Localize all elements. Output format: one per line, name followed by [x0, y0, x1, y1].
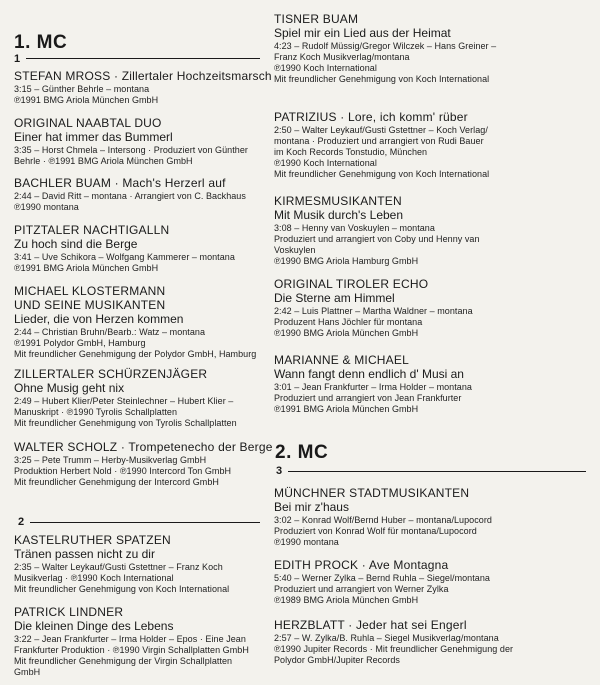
track-entry	[14, 605, 260, 678]
track-artist: PITZTALER NACHTIGALLN	[14, 223, 170, 237]
mc2-heading: 2. MC	[275, 442, 329, 463]
track-entry	[14, 533, 260, 595]
track-artist: KIRMESMUSIKANTEN	[274, 194, 402, 208]
track-artist-line2: UND SEINE MUSIKANTEN	[14, 298, 166, 312]
track-artist: STEFAN MROSS · Zillertaler Hochzeitsmarsch	[14, 69, 272, 83]
track-credits: 2:57 – W. Zylka/B. Ruhla – Siegel Musikverlag/montana ℗1990 Jupiter Records · Mit freundlicher Genehmigung der Polydor GmbH/Jupiter Records	[274, 633, 514, 665]
track-credits: 4:23 – Rudolf Müssig/Gregor Wilczek – Hans Greiner – Franz Koch Musikverlag/montana ℗1990 Koch International Mit freundlicher Genehmigung von Koch International	[274, 41, 497, 84]
track-title: Ohne Musig geht nix	[14, 381, 125, 395]
track-credits: 3:08 – Henny van Voskuylen – montana Produziert und arrangiert von Coby und Henny van Voskuylen ℗1990 BMG Ariola Hamburg GmbH	[274, 223, 480, 266]
track-artist: ORIGINAL NAABTAL DUO	[14, 116, 162, 130]
side-2-label: 2	[18, 516, 25, 528]
track-credits: 2:35 – Walter Leykauf/Gusti Gstettner – Franz Koch Musikverlag · ℗1990 Koch International Mit freundlicher Genehmigung von Koch International	[14, 562, 230, 594]
track-credits: 3:01 – Jean Frankfurter – Irma Holder – montana Produziert und arrangiert von Jean Frankfurter ℗1991 BMG Ariola München GmbH	[274, 382, 472, 414]
track-title: Mit Musik durch's Leben	[274, 208, 404, 222]
side-2-rule	[30, 522, 260, 523]
track-title: Die Sterne am Himmel	[274, 291, 395, 305]
track-title: Zu hoch sind die Berge	[14, 237, 138, 251]
track-credits: 2:50 – Walter Leykauf/Gusti Gstettner – Koch Verlag/ montana · Produziert und arrangiert von Rudi Bauer im Koch Records Tonstudio, München ℗1990 Koch International Mit freundlicher Genehmigung von Koch International	[274, 125, 490, 179]
track-artist: PATRIZIUS · Lore, ich komm' rüber	[274, 110, 468, 124]
track-title: Die kleinen Dinge des Lebens	[14, 619, 174, 633]
track-artist: ZILLERTALER SCHÜRZENJÄGER	[14, 367, 208, 381]
side-1-rule	[26, 58, 260, 59]
track-entry	[14, 176, 260, 213]
track-credits: 3:35 – Horst Chmela – Intersong · Produziert von Günther Behrle · ℗1991 BMG Ariola München GmbH	[14, 145, 248, 166]
track-title: Wann fangt denn endlich d' Musi an	[274, 367, 464, 381]
track-entry	[274, 12, 586, 85]
track-artist: PATRICK LINDNER	[14, 605, 124, 619]
mc1-heading: 1. MC	[14, 32, 68, 53]
track-title: Bei mir z'haus	[274, 500, 349, 514]
track-artist: WALTER SCHOLZ · Trompetenecho der Berge	[14, 440, 273, 454]
track-entry	[274, 618, 586, 666]
track-credits: 2:49 – Hubert Klier/Peter Steinlechner – Hubert Klier – Manuskript · ℗1990 Tyrolis Schallplatten Mit freundlicher Genehmigung von Tyrolis Schallplatten	[14, 396, 237, 428]
track-entry	[14, 284, 260, 360]
track-entry	[274, 558, 586, 606]
track-title: Einer hat immer das Bummerl	[14, 130, 173, 144]
track-credits: 3:25 – Pete Trumm – Herby-Musikverlag GmbH Produktion Herbert Nold · ℗1990 Intercord Ton GmbH Mit freundlicher Genehmigung der Intercord GmbH	[14, 455, 232, 487]
track-credits: 3:41 – Uve Schikora – Wolfgang Kammerer – montana ℗1991 BMG Ariola München GmbH	[14, 252, 235, 273]
track-credits: 2:42 – Luis Plattner – Martha Waldner – montana Produzent Hans Jöchler für montana ℗1990 BMG Ariola München GmbH	[274, 306, 473, 338]
track-artist: ORIGINAL TIROLER ECHO	[274, 277, 429, 291]
track-title: Spiel mir ein Lied aus der Heimat	[274, 26, 451, 40]
track-title: Tränen passen nicht zu dir	[14, 547, 155, 561]
track-credits: 3:02 – Konrad Wolf/Bernd Huber – montana/Lupocord Produziert von Konrad Wolf für montana/Lupocord ℗1990 montana	[274, 515, 492, 547]
side-3-label: 3	[276, 465, 283, 477]
track-title: Lieder, die von Herzen kommen	[14, 312, 184, 326]
track-entry	[14, 440, 273, 488]
track-artist: EDITH PROCK · Ave Montagna	[274, 558, 449, 572]
track-entry	[274, 353, 586, 415]
track-artist: MICHAEL KLOSTERMANN	[14, 284, 166, 298]
track-artist: BACHLER BUAM · Mach's Herzerl auf	[14, 176, 226, 190]
track-entry	[274, 277, 586, 339]
track-artist: MÜNCHNER STADTMUSIKANTEN	[274, 486, 470, 500]
track-artist: MARIANNE & MICHAEL	[274, 353, 409, 367]
track-credits: 5:40 – Werner Zylka – Bernd Ruhla – Siegel/montana Produziert und arrangiert von Werner Zylka ℗1989 BMG Ariola München GmbH	[274, 573, 490, 605]
track-entry	[274, 194, 586, 267]
track-entry	[274, 486, 586, 548]
track-entry	[274, 110, 586, 180]
track-entry	[14, 223, 260, 274]
track-entry	[14, 69, 272, 106]
track-credits: 2:44 – Christian Bruhn/Bearb.: Watz – montana ℗1991 Polydor GmbH, Hamburg Mit freundlicher Genehmigung der Polydor GmbH, Hamburg	[14, 327, 257, 359]
side-3-rule	[288, 471, 586, 472]
track-artist: HERZBLATT · Jeder hat sei Engerl	[274, 618, 467, 632]
track-artist: KASTELRUTHER SPATZEN	[14, 533, 171, 547]
track-credits: 3:15 – Günther Behrle – montana ℗1991 BMG Ariola München GmbH	[14, 84, 159, 105]
track-credits: 3:22 – Jean Frankfurter – Irma Holder – Epos · Eine Jean Frankfurter Produktion · ℗1990 Virgin Schallplatten GmbH Mit freundlicher Genehmigung der Virgin Schallplatten GmbH	[14, 634, 249, 677]
side-1-label: 1	[14, 53, 21, 65]
track-entry	[14, 367, 260, 429]
track-artist: TISNER BUAM	[274, 12, 359, 26]
track-credits: 2:44 – David Ritt – montana · Arrangiert von C. Backhaus ℗1990 montana	[14, 191, 246, 212]
track-entry	[14, 116, 260, 167]
